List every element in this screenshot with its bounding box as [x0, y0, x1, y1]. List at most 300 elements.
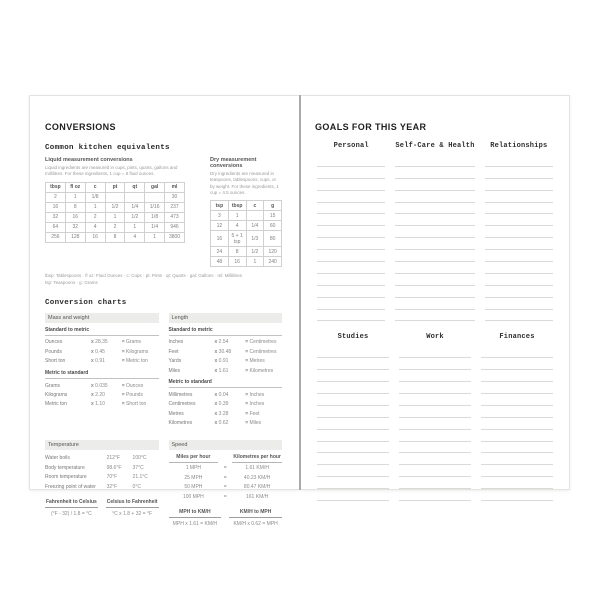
formula-block: [45, 499, 98, 517]
temperature-label: Freezing point of water: [45, 483, 96, 490]
ruled-line: [399, 465, 471, 477]
formula-title: MPH to KM/H: [169, 509, 222, 518]
temperature-rows: [45, 454, 159, 492]
ruled-line: [395, 203, 474, 215]
ruled-line: [399, 358, 471, 370]
table-cell: 16: [65, 212, 85, 222]
liquid-conversions-block: [45, 157, 185, 267]
table-cell: 128: [65, 232, 85, 242]
speed-row: [169, 473, 283, 482]
result: [122, 392, 159, 398]
ruled-line: [485, 155, 553, 167]
factor: [91, 349, 122, 355]
unit-to: Inches: [249, 391, 265, 398]
mph-value: 50 MPH: [184, 484, 203, 491]
factor-value: 2.54: [218, 339, 229, 346]
fahrenheit-value: 212°F: [106, 455, 121, 462]
ruled-line: [317, 453, 389, 465]
result: [245, 349, 282, 355]
length-standard-to-metric: [169, 327, 283, 376]
ruled-line: [399, 394, 471, 406]
unit-from: Grams: [45, 382, 60, 389]
result: [245, 401, 282, 407]
formula-title: Fahrenheit to Celsius: [45, 499, 98, 508]
ruled-lines: [317, 346, 389, 501]
factor-value: 2.20: [95, 391, 105, 398]
multiply-symbol: x: [214, 367, 218, 374]
equals-symbol: =: [121, 348, 125, 355]
ruled-line: [395, 310, 474, 322]
conversion-row: [45, 338, 159, 347]
liquid-title: Liquid measurement conversions: [45, 157, 133, 163]
factor-value: 0.035: [95, 382, 108, 389]
ruled-line: [485, 226, 553, 238]
ruled-line: [395, 262, 474, 274]
table-cell: 240: [264, 257, 282, 267]
formula-title: KM/H to MPH: [229, 509, 282, 518]
table-cell: [246, 211, 264, 221]
speed-row: [169, 492, 283, 501]
ruled-line: [317, 310, 385, 322]
ruled-line: [395, 298, 474, 310]
table-cell: 16: [85, 232, 105, 242]
table-cell: 1/4: [246, 221, 264, 231]
ruled-line: [485, 203, 553, 215]
conversion-rows: [169, 390, 283, 428]
table-cell: 32: [46, 212, 66, 222]
goals-bottom-section: [315, 333, 555, 501]
ruled-line: [481, 418, 553, 430]
ruled-line: [395, 167, 474, 179]
table-cell: 2: [85, 212, 105, 222]
ruled-line: [395, 274, 474, 286]
factor: [214, 420, 249, 426]
multiply-symbol: x: [214, 358, 218, 365]
column-header: g: [264, 201, 282, 211]
table-cell: [145, 192, 165, 202]
ruled-lines: [317, 155, 385, 321]
result: [122, 349, 159, 355]
ruled-line: [481, 394, 553, 406]
ruled-line: [395, 250, 474, 262]
unit-from: Short ton: [45, 358, 66, 365]
goal-column-work: [399, 333, 471, 501]
factor-value: 0.45: [95, 348, 105, 355]
ruled-line: [317, 167, 385, 179]
multiply-symbol: x: [91, 358, 94, 365]
equals-symbol: =: [223, 474, 227, 481]
result: [122, 383, 159, 389]
unit-from: Yards: [168, 358, 182, 365]
factor: [91, 358, 122, 364]
abbreviation-legend-1: tbsp: Tablespoons · fl oz: Fluid Ounces · c: Cups · pt: Pints · qt: Quarts · gal: Gallons · ml: Millilitres: [45, 273, 242, 279]
unit-to: Feet: [249, 410, 260, 417]
speed-rows: [169, 464, 283, 502]
table-row: [46, 202, 185, 212]
table-row: [211, 231, 282, 247]
table-cell: 4: [228, 221, 246, 231]
equals-symbol: =: [121, 391, 125, 398]
formula-block: [106, 499, 159, 517]
conversion-panels: [45, 313, 282, 527]
unit-from: Metres: [168, 410, 184, 417]
celsius-value: 37°C: [132, 464, 144, 471]
ruled-line: [317, 155, 385, 167]
table-cell: 2: [46, 192, 66, 202]
temperature-row: [45, 482, 159, 491]
table-cell: 1: [85, 202, 105, 212]
table-cell: 5 + 1 tsp: [228, 231, 246, 247]
ruled-line: [485, 310, 553, 322]
table-cell: 1: [145, 232, 165, 242]
ruled-line: [485, 250, 553, 262]
conversion-row: [169, 400, 283, 409]
unit-to: Miles: [249, 420, 262, 426]
ruled-line: [399, 370, 471, 382]
ruled-line: [317, 226, 385, 238]
ruled-line: [481, 346, 553, 358]
formula-title: Celsius to Fahrenheit: [106, 499, 159, 508]
unit-from: Centimetres: [168, 401, 196, 408]
factor: [214, 410, 249, 417]
equals-symbol: =: [245, 358, 249, 365]
dry-conversions-block: [210, 157, 282, 267]
table-cell: 1/4: [125, 202, 145, 212]
table-cell: 237: [165, 202, 185, 212]
ruled-line: [481, 489, 553, 501]
mph-value: 25 MPH: [184, 474, 203, 481]
unit-to: Kilometres: [249, 367, 274, 374]
kmh-column-header: Kilometres per hour: [232, 454, 282, 463]
table-cell: 2: [105, 222, 125, 232]
factor: [214, 391, 249, 398]
panel-banner-mass: Mass and weight: [45, 313, 159, 323]
column-header: tbsp: [228, 201, 246, 211]
table-cell: 1/2: [105, 202, 125, 212]
kmh-value: 1.61 KM/H: [245, 465, 269, 472]
factor: [214, 358, 249, 365]
table-cell: 3800: [165, 232, 185, 242]
mph-value: 1 MPH: [185, 465, 202, 472]
unit-to: Kilograms: [126, 348, 149, 355]
factor-value: 1.61: [218, 367, 229, 374]
ruled-line: [481, 453, 553, 465]
multiply-symbol: x: [214, 339, 218, 346]
speed-column-headers: [169, 454, 283, 463]
formula-body: MPH x 1.61 = KM/H: [172, 520, 218, 527]
section-title: Metric to standard: [169, 379, 283, 388]
equals-symbol: =: [121, 382, 125, 389]
column-header: tsp: [211, 201, 229, 211]
table-cell: 473: [165, 212, 185, 222]
ruled-line: [395, 226, 474, 238]
temperature-label: Water boils: [45, 455, 70, 462]
conversion-row: [169, 409, 283, 418]
table-cell: 946: [165, 222, 185, 232]
ruled-lines: [485, 155, 553, 321]
goal-column-studies: [317, 333, 389, 501]
abbreviation-legend-2: tsp: Teaspoons · g: Grams: [45, 279, 98, 285]
equals-symbol: =: [121, 401, 125, 408]
unit-to: Grams: [126, 339, 141, 346]
temperature-row: [45, 454, 159, 463]
table-row: [46, 212, 185, 222]
dry-table: [210, 200, 282, 267]
unit-to: Short ton: [126, 401, 147, 408]
conversion-row: [169, 366, 283, 375]
conversions-page: [29, 95, 299, 527]
table-cell: 15: [264, 211, 282, 221]
speed-row: [169, 482, 283, 491]
conversion-row: [45, 390, 159, 399]
ruled-lines: [399, 346, 471, 501]
ruled-line: [395, 191, 474, 203]
unit-from: Pounds: [45, 348, 62, 355]
mass-metric-to-standard: [45, 370, 159, 409]
unit-to: Inches: [249, 401, 265, 408]
table-cell: 1/2: [125, 212, 145, 222]
equals-symbol: =: [245, 348, 249, 355]
section-title: Metric to standard: [45, 370, 159, 379]
factor: [214, 348, 249, 355]
ruled-line: [399, 382, 471, 394]
goal-header: Relationships: [490, 142, 548, 150]
goal-header: Finances: [499, 333, 535, 342]
unit-to: Centimetres: [249, 348, 277, 355]
table-cell: 8: [65, 202, 85, 212]
speed-formulas: [169, 509, 283, 527]
kmh-value: 40.23 KM/H: [243, 474, 271, 481]
liquid-description: Liquid ingredients are measured in cups, pints, quarts, gallons and millilitres. For these ingredients, 1 cup = 8 fluid ounces.: [45, 165, 178, 177]
formula-body: KM/H x 0.62 = MPH: [233, 520, 278, 527]
dry-title: Dry measurement conversions: [210, 157, 257, 169]
result: [122, 339, 159, 345]
table-cell: 4: [85, 222, 105, 232]
table-header-row: [46, 182, 185, 192]
conversion-row: [45, 400, 159, 409]
ruled-line: [485, 274, 553, 286]
ruled-line: [481, 358, 553, 370]
unit-to: Centimetres: [249, 339, 277, 346]
equals-symbol: =: [223, 465, 227, 472]
conversion-row: [169, 338, 283, 347]
goals-page: [301, 95, 570, 490]
factor: [214, 367, 249, 374]
table-cell: 32: [65, 222, 85, 232]
column-header: c: [246, 201, 264, 211]
temperature-row: [45, 463, 159, 472]
table-cell: 48: [211, 257, 229, 267]
goal-header: Personal: [333, 142, 369, 150]
multiply-symbol: x: [91, 382, 94, 389]
result: [122, 401, 159, 407]
dry-description: Dry ingredients are measured in teaspoons, tablespoons, cups, or by weight. For these ingredients, 1 cup = 4.5 ounces.: [210, 171, 279, 195]
section-title: Standard to metric: [45, 327, 159, 336]
factor-value: 0.62: [218, 420, 229, 426]
unit-from: Inches: [168, 339, 184, 346]
goals-top-section: [315, 142, 555, 321]
table-cell: 8: [228, 247, 246, 257]
result: [245, 358, 282, 364]
ruled-line: [481, 465, 553, 477]
ruled-line: [485, 298, 553, 310]
table-cell: 1/8: [145, 212, 165, 222]
ruled-line: [399, 346, 471, 358]
kitchen-conversions: [45, 157, 282, 267]
equals-symbol: =: [121, 358, 125, 365]
panel-banner-temperature: Temperature: [45, 440, 159, 450]
ruled-line: [317, 214, 385, 226]
table-cell: 3: [211, 211, 229, 221]
table-row: [46, 232, 185, 242]
table-cell: 1/3: [246, 231, 264, 247]
section-title: Standard to metric: [169, 327, 283, 336]
ruled-line: [317, 477, 389, 489]
factor-value: 1.10: [95, 401, 105, 408]
multiply-symbol: x: [214, 410, 218, 417]
table-row: [211, 221, 282, 231]
ruled-line: [399, 418, 471, 430]
goal-header: Studies: [337, 333, 369, 342]
ruled-line: [481, 477, 553, 489]
ruled-line: [481, 406, 553, 418]
table-cell: 1: [246, 257, 264, 267]
factor: [91, 392, 122, 398]
celsius-value: 0°C: [132, 483, 141, 490]
ruled-line: [317, 430, 389, 442]
fahrenheit-value: 70°F: [106, 474, 118, 481]
unit-from: Kilograms: [45, 391, 68, 398]
formula-body: °C x 1.8 + 32 = °F: [112, 510, 153, 517]
conversion-row: [169, 390, 283, 399]
panel-banner-length: Length: [169, 313, 283, 323]
fahrenheit-value: 98.6°F: [106, 464, 122, 471]
column-header: qt: [125, 182, 145, 192]
page-title-conversions: CONVERSIONS: [45, 122, 116, 132]
table-row: [46, 222, 185, 232]
temperature-panel: [45, 440, 159, 517]
kitchen-equivalents-heading: Common kitchen equivalents: [45, 144, 170, 152]
column-header: pt: [105, 182, 125, 192]
kmh-value: 80.47 KM/H: [243, 484, 271, 491]
ruled-line: [317, 489, 389, 501]
ruled-line: [317, 274, 385, 286]
ruled-line: [485, 191, 553, 203]
equals-symbol: =: [245, 420, 249, 426]
goal-column-selfcare-health: [395, 142, 474, 321]
table-cell: 8: [105, 232, 125, 242]
ruled-line: [317, 418, 389, 430]
panel-banner-speed: Speed: [169, 440, 283, 450]
goal-column-finances: [481, 333, 553, 501]
table-cell: 1: [228, 211, 246, 221]
ruled-line: [395, 214, 474, 226]
result: [245, 392, 282, 398]
speed-row: [169, 464, 283, 473]
ruled-line: [317, 358, 389, 370]
factor-value: 30.48: [218, 348, 232, 355]
length-metric-to-standard: [169, 379, 283, 428]
ruled-line: [317, 346, 389, 358]
page-title-goals: GOALS FOR THIS YEAR: [315, 122, 427, 132]
ruled-line: [481, 430, 553, 442]
unit-to: Metric ton: [126, 358, 148, 365]
result: [245, 339, 282, 345]
ruled-line: [481, 442, 553, 454]
speed-panel: [169, 440, 283, 527]
table-cell: 256: [46, 232, 66, 242]
ruled-line: [399, 453, 471, 465]
ruled-line: [317, 203, 385, 215]
column-header: c: [85, 182, 105, 192]
table-cell: 120: [264, 247, 282, 257]
ruled-line: [485, 238, 553, 250]
ruled-line: [485, 214, 553, 226]
formula-body: (°F - 32) / 1.8 = °C: [50, 510, 92, 517]
table-row: [211, 257, 282, 267]
table-cell: 16: [211, 231, 229, 247]
result: [245, 420, 282, 426]
multiply-symbol: x: [214, 391, 218, 398]
ruled-line: [399, 442, 471, 454]
factor-value: 0.91: [218, 358, 229, 365]
goal-header: Self-Care & Health: [395, 142, 475, 150]
planner-spread: [29, 95, 570, 527]
ruled-line: [317, 406, 389, 418]
fahrenheit-value: 32°F: [106, 483, 118, 490]
equals-symbol: =: [245, 391, 249, 398]
table-row: [211, 247, 282, 257]
table-cell: 1: [125, 222, 145, 232]
equals-symbol: =: [223, 484, 227, 491]
ruled-line: [317, 238, 385, 250]
ruled-line: [317, 382, 389, 394]
result: [245, 411, 282, 417]
ruled-line: [395, 179, 474, 191]
multiply-symbol: x: [214, 420, 218, 426]
ruled-line: [485, 262, 553, 274]
temperature-label: Room temperature: [45, 474, 87, 481]
conversion-rows: [169, 338, 283, 376]
mph-value: 100 MPH: [182, 493, 204, 500]
equals-symbol: =: [245, 410, 249, 417]
ruled-lines: [395, 155, 474, 321]
ruled-line: [485, 179, 553, 191]
conversion-row: [169, 347, 283, 356]
table-cell: 1: [105, 212, 125, 222]
conversion-row: [45, 347, 159, 356]
equals-symbol: =: [121, 339, 125, 346]
equals-symbol: =: [245, 401, 249, 408]
ruled-line: [317, 191, 385, 203]
ruled-line: [481, 370, 553, 382]
length-panel: [169, 313, 283, 428]
formula-block: [169, 509, 222, 527]
result: [122, 358, 159, 364]
factor: [214, 401, 249, 408]
factor: [91, 401, 122, 407]
ruled-line: [317, 298, 385, 310]
unit-to: Pounds: [126, 391, 143, 398]
column-header: fl oz: [65, 182, 85, 192]
ruled-line: [317, 250, 385, 262]
unit-from: Ounces: [45, 339, 63, 346]
ruled-line: [317, 286, 385, 298]
ruled-line: [395, 286, 474, 298]
table-cell: 1: [65, 192, 85, 202]
conversion-charts-heading: Conversion charts: [45, 298, 127, 307]
table-cell: 64: [46, 222, 66, 232]
